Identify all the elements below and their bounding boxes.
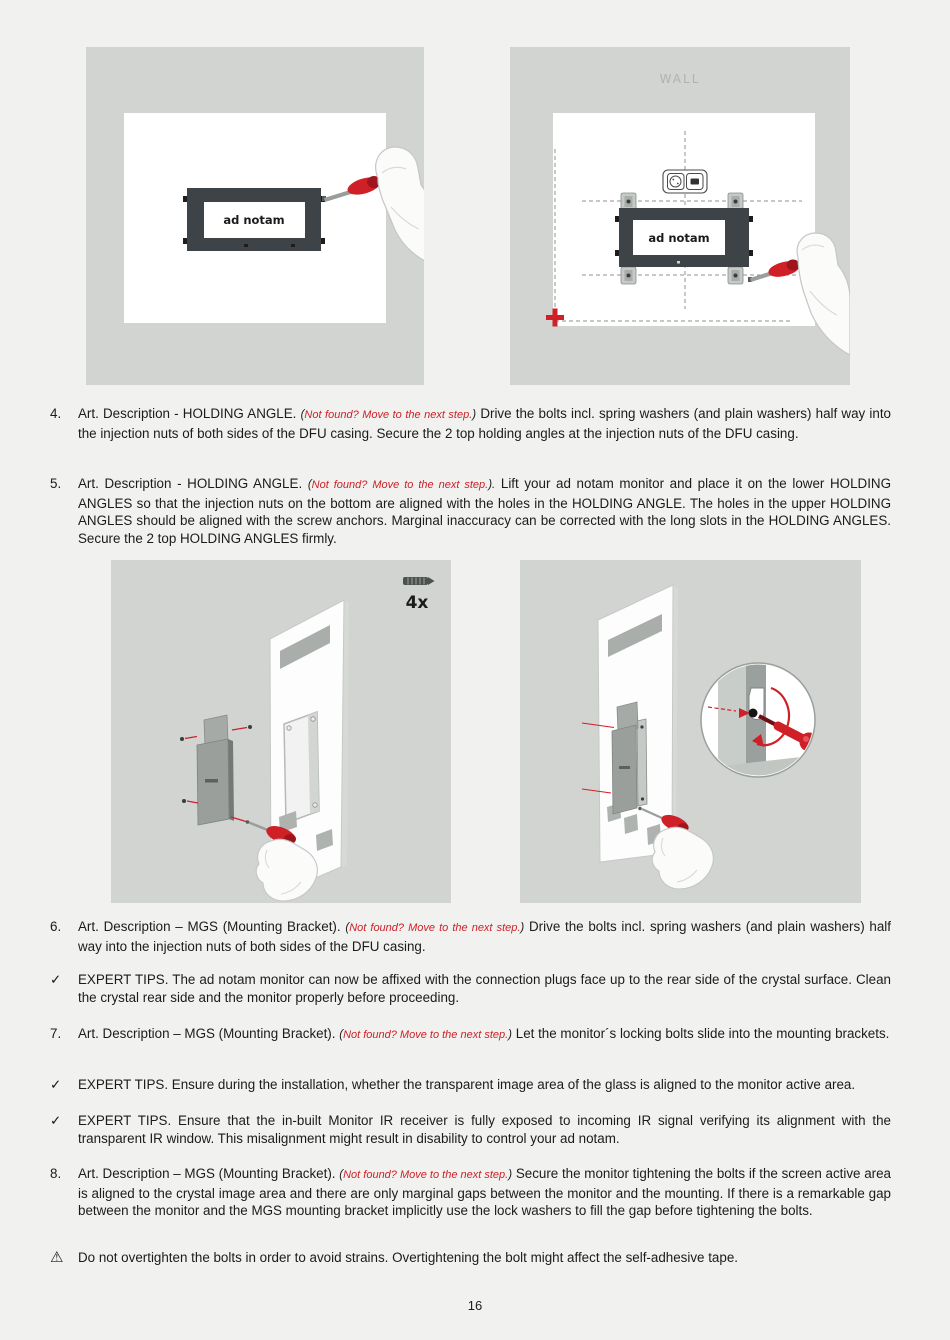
- step-title: Art. Description – MGS (Mounting Bracket).: [78, 919, 341, 934]
- step-body: Let the monitor´s locking bolts slide into the mounting brackets.: [515, 1026, 890, 1041]
- warning-item: [50, 1249, 891, 1267]
- step-title: Art. Description - HOLDING ANGLE.: [78, 476, 303, 491]
- step-text: [78, 918, 891, 955]
- step-number: 6.: [50, 919, 62, 934]
- tip-text: EXPERT TIPS. Ensure during the installation, whether the transparent image area of the glass is aligned to the monitor active area.: [78, 1077, 856, 1092]
- monitor-illustration: [183, 188, 325, 251]
- step-number: 8.: [50, 1166, 62, 1181]
- wall-label: WALL: [659, 72, 701, 86]
- check-icon: ✓: [50, 1113, 62, 1128]
- monitor-logo: ad notam: [223, 213, 285, 227]
- step-item-7: [50, 1025, 891, 1045]
- check-icon: ✓: [50, 1077, 62, 1092]
- step-number: 4.: [50, 406, 62, 421]
- monitor-illustration: [615, 208, 753, 267]
- tip-text: EXPERT TIPS. The ad notam monitor can now be affixed with the connection plugs face up to the rear side of the crystal surface. Clean the crystal rear side and the monitor properly before proceeding.: [78, 972, 891, 1005]
- figure-mgs-detail-svg: [520, 560, 861, 903]
- figure-wall-alignment: [510, 47, 850, 385]
- figure-holding-angle-dfu-svg: [86, 47, 424, 385]
- tip-item-3: [50, 1112, 891, 1147]
- step-item-6: [50, 918, 891, 955]
- step-body: Lift your ad notam monitor and place it on the lower HOLDING ANGLES so that the injection nuts on the bottom are aligned with the holes in the HOLDING ANGLE. The holes in the upper HOLDING ANGLES should be aligned with the screw anchors. Marginal inaccuracy can be corrected with the long slots in the HOLDING ANGLES. Secure the 2 top HOLDING ANGLES firmly.: [78, 476, 892, 546]
- step-note: (Not found? Move to the next step.): [339, 1169, 513, 1181]
- step-number: 7.: [50, 1026, 62, 1041]
- figure-wall-alignment-svg: [510, 47, 850, 385]
- warning-icon: ⚠: [50, 1249, 64, 1266]
- tip-text: EXPERT TIPS. Ensure that the in-built Monitor IR receiver is fully exposed to incoming IR signal verifying its alignment with the transparent IR window. This misalignment might result in disability to control your ad notam.: [78, 1113, 891, 1146]
- tip-item-2: [50, 1076, 891, 1094]
- warning-text: Do not overtighten the bolts in order to avoid strains. Overtightening the bolt might affect the self-adhesive tape.: [78, 1250, 738, 1265]
- step-item-8: [50, 1165, 891, 1220]
- step-note: (Not found? Move to the next step.): [339, 1029, 513, 1041]
- step-item-5: [50, 475, 891, 547]
- figure-mgs-detail: [520, 560, 861, 903]
- tip-item-1: [50, 971, 891, 1006]
- step-note: (Not found? Move to the next step.).: [307, 479, 496, 491]
- figure-holding-angle-dfu: [86, 47, 424, 385]
- step-body: Drive the bolts incl. spring washers (and plain washers) half way into the injection nuts of both sides of the DFU casing.: [78, 919, 891, 954]
- step-title: Art. Description – MGS (Mounting Bracket).: [78, 1026, 336, 1041]
- check-icon: ✓: [50, 972, 62, 987]
- step-body: Drive the bolts incl. spring washers (and plain washers) half way into the injection nuts of both sides of the DFU casing. Secure the 2 top holding angles at the injection nuts of the DFU casing.: [78, 406, 891, 441]
- step-item-4: [50, 405, 891, 442]
- step-text: [78, 405, 891, 442]
- monitor-logo: ad notam: [648, 231, 710, 245]
- step-title: Art. Description – MGS (Mounting Bracket).: [78, 1166, 336, 1181]
- count-label: 4x: [405, 593, 429, 613]
- wall-socket-icon: [663, 170, 707, 193]
- figure-mgs-mounting: [111, 560, 451, 903]
- step-body: Secure the monitor tightening the bolts if the screen active area is aligned to the crystal image area and there are only marginal gaps between the monitor and the mounting. If there is a remarkable gap between the monitor and the MGS mounting bracket implicitly use the lock washers to fill the gap before tightening the bolts.: [78, 1166, 892, 1218]
- step-title: Art. Description - HOLDING ANGLE.: [78, 406, 297, 421]
- step-text: [78, 1025, 891, 1045]
- step-number: 5.: [50, 476, 62, 491]
- step-text: [78, 1165, 891, 1220]
- figure-mgs-mounting-svg: [111, 560, 451, 903]
- step-note: (Not found? Move to the next step.): [300, 409, 477, 421]
- page-number: 16: [467, 1298, 483, 1313]
- step-text: [78, 475, 891, 547]
- step-note: (Not found? Move to the next step.): [345, 922, 525, 934]
